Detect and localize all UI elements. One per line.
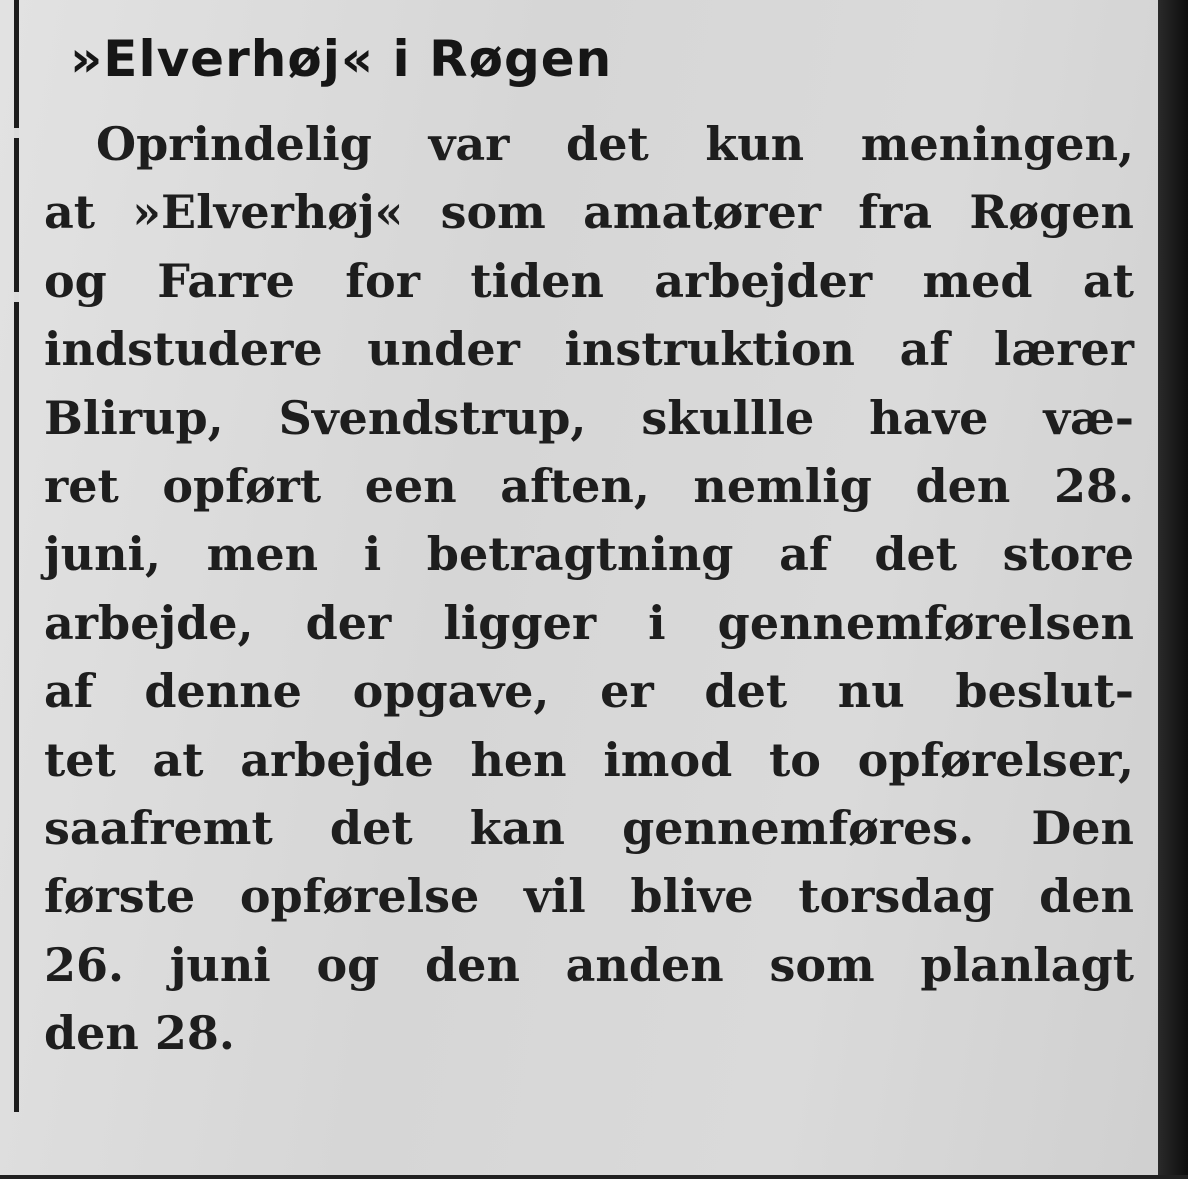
body-line: af denne opgave, er det nu beslut- [44, 664, 1134, 719]
body-line: og Farre for tiden arbejder med at [44, 253, 1134, 308]
body-line: 26. juni og den anden som planlagt [44, 937, 1134, 992]
body-line: juni, men i betragtning af det store [44, 527, 1134, 582]
body-line: indstudere under instruktion af lærer [44, 322, 1134, 377]
left-column-rule [14, 0, 19, 1112]
body-line: ret opført een aften, nemlig den 28. [44, 458, 1134, 513]
body-line: Blirup, Svendstrup, skullle have væ- [44, 390, 1134, 445]
body-line: første opførelse vil blive torsdag den [44, 869, 1134, 924]
left-rule-break [14, 292, 19, 302]
body-line: saafremt det kan gennemføres. Den [44, 800, 1134, 855]
right-page-edge [1158, 0, 1188, 1179]
body-line: arbejde, der ligger i gennemførelsen [44, 595, 1134, 650]
bottom-column-rule [0, 1175, 1188, 1179]
article-headline: »Elverhøj« i Røgen [70, 30, 613, 88]
article-body [44, 110, 1134, 1067]
left-rule-break [14, 128, 19, 138]
body-line: at »Elverhøj« som amatører fra Røgen [44, 185, 1134, 240]
body-line: Oprindelig var det kun meningen, [96, 117, 1134, 171]
body-line: den 28. [44, 1006, 235, 1061]
body-line: tet at arbejde hen imod to opførelser, [44, 732, 1134, 787]
